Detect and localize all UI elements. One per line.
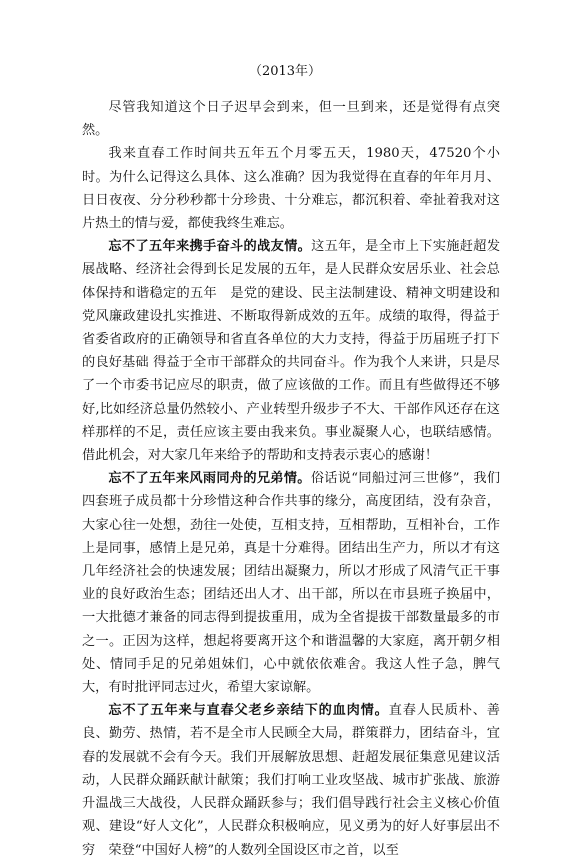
paragraph-lead: 忘不了五年来与直春父老乡亲结下的血肉情。 <box>108 703 389 719</box>
paragraph-lead: 忘不了五年来风雨同舟的兄弟情。 <box>108 471 311 487</box>
paragraph-lead: 忘不了五年来携手奋斗的战友情。 <box>108 239 312 255</box>
document-year: （2013年） <box>248 64 322 79</box>
paragraph-4 <box>82 467 500 699</box>
document-body <box>82 96 500 862</box>
paragraph-2 <box>82 142 500 235</box>
paragraph-1 <box>82 96 500 142</box>
paragraph-5 <box>82 699 500 861</box>
paragraph-text: 尽管我知道这个日子迟早会到来，但一旦到来，还是觉得有点突然。 <box>82 100 500 139</box>
paragraph-3 <box>82 235 500 467</box>
paragraph-text: 俗话说“同船过河三世修”，我们四套班子成员都十分珍惜这种合作共事的缘分，高度团结，没有杂音，大家心往一处想，劲往一处使，互相支持，互相帮助，互相补台，工作上是同事，感情上是兄弟，真是十分难得。团结出生产力，所以才有这几年经济社会的快速发展；团结出凝聚力，所以才形成了风清气正干事业的良好政治生态；团结还出人才、出干部，所以在市县班子换届中，一大批德才兼备的同志得到提拔重用，成为全省提拔干部数量最多的市之一。正因为这样，想起将要离开这个和谐温馨的大家庭，离开朝夕相处、情同手足的兄弟姐妹们，心中就依依难舍。我这人性子急，脾气大，有时批评同志过火，希望大家谅解。 <box>82 471 501 696</box>
paragraph-text: 直春人民质朴、善良、勤劳、热情，若不是全市人民顾全大局，群策群力，团结奋斗，宜春的发展就不会有今天。我们开展解放思想、赶超发展征集意见建议活动，人民群众踊跃献计献策；我们打响工业攻坚战、城市扩张战、旅游升温战三大战役，人民群众踊跃参与；我们倡导践行社会主义核心价值观、建设“好人文化”，人民群众积极响应，见义勇为的好人好事层出不穷 荣登“中国好人榜”的人数列全国设区市之首，以至 <box>82 703 500 858</box>
paragraph-text: 这五年，是全市上下实施赶超发展战略、经济社会得到长足发展的五年，是人民群众安居乐业、社会总体保持和谐稳定的五年 是党的建设、民主法制建设、精神文明建设和党风廉政建设扎实推进、不断取得新成效的五年。成绩的取得，得益于省委省政府的正确领导和省直各单位的大力支持，得益于历届班子打下的良好基础 得益于全市干部群众的共同奋斗。作为我个人来讲，只是尽了一个市委书记应尽的职责，做了应该做的工作。而且有些做得还不够好,比如经济总量仍然较小、产业转型升级步子不大、干部作风还存在这样那样的不足，责任应该主要由我来负。事业凝聚人心，也联结感情。借此机会，对大家几年来给予的帮助和支持表示衷心的感谢！ <box>82 239 501 464</box>
paragraph-text: 我来直春工作时间共五年五个月零五天，1980天，47520个小时。为什么记得这么具体、这么准确？因为我觉得在直春的年年月月、日日夜夜、分分秒秒都十分珍贵、十分难忘，都沉积着、牵扯着我对这片热土的情与爱，都使我终生难忘。 <box>82 146 500 232</box>
